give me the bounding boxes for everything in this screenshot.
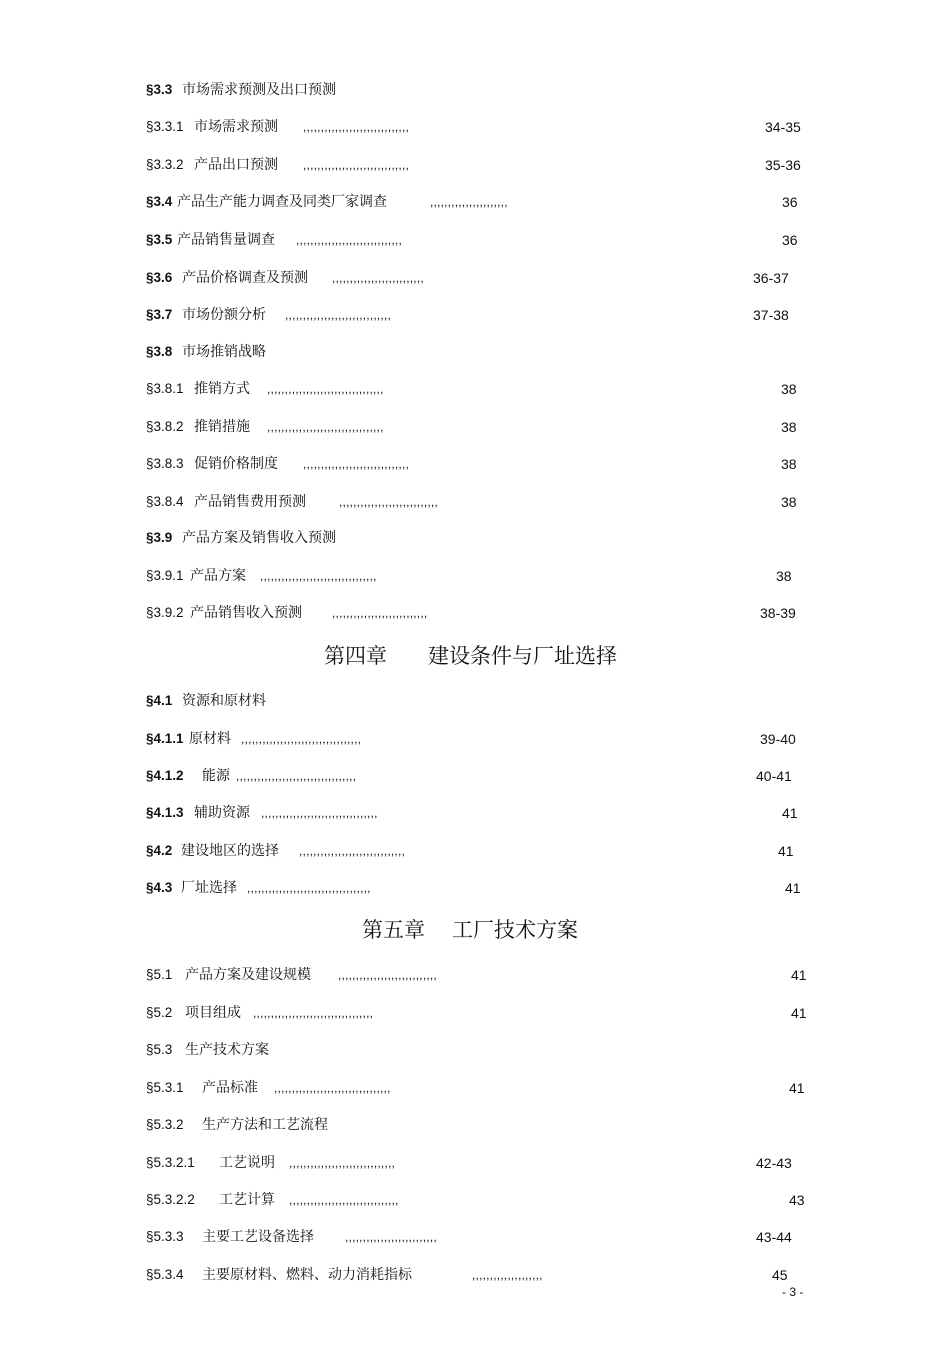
toc-entry-number: §4.3 — [146, 880, 173, 895]
toc-leader-dots: ,,,,,,,,,,,,,,,,,,,,,,,,,,,,,, — [303, 457, 410, 471]
toc-entry-title: 辅助资源 — [194, 805, 250, 821]
toc-entry-title: 市场需求预测及出口预测 — [182, 82, 336, 98]
toc-page-ref: 43-44 — [756, 1229, 792, 1245]
toc-entry-number: §3.5 — [146, 232, 173, 247]
toc-leader-dots: ,,,,,,,,,,,,,,,,,,,,,,,,,,,,,,,,,,, — [247, 881, 371, 895]
toc-entry-title: 资源和原材料 — [182, 693, 266, 709]
toc-page-ref: 41 — [782, 805, 798, 821]
toc-entry-number: §3.6 — [146, 270, 173, 285]
toc-entry-number: §5.3.3 — [146, 1229, 184, 1244]
toc-entry-title: 促销价格制度 — [194, 456, 278, 472]
toc-leader-dots: ,,,,,,,,,,,,,,,,,,,,,,,,,,,,,,,,,, — [253, 1006, 374, 1020]
toc-leader-dots: ,,,,,,,,,,,,,,,,,,,,,,,,,,,,,,, — [289, 1193, 399, 1207]
toc-page-ref: 41 — [791, 1005, 807, 1021]
toc-entry-number: §3.9 — [146, 530, 173, 545]
toc-entry-title: 工艺计算 — [219, 1192, 275, 1208]
toc-page-ref: 41 — [791, 967, 807, 983]
toc-entry-number: §3.3 — [146, 82, 173, 97]
toc-page-ref: 38 — [776, 568, 792, 584]
toc-entry-number: §4.1.1 — [146, 731, 184, 746]
toc-page-ref: 37-38 — [753, 307, 789, 323]
toc-entry-title: 产品销售费用预测 — [194, 494, 306, 510]
toc-leader-dots: ,,,,,,,,,,,,,,,,,,,, — [472, 1268, 543, 1282]
toc-entry-number: §5.3.4 — [146, 1267, 184, 1282]
toc-leader-dots: ,,,,,,,,,,,,,,,,,,,,,,,,,,,,,, — [285, 308, 392, 322]
toc-leader-dots: ,,,,,,,,,,,,,,,,,,,,,,,,,,,,,, — [289, 1156, 396, 1170]
toc-page-ref: 38 — [781, 419, 797, 435]
toc-entry-number: §4.1.3 — [146, 805, 184, 820]
toc-page-ref: 45 — [772, 1267, 788, 1283]
toc-entry-number: §3.8.1 — [146, 381, 184, 396]
toc-entry-number: §3.8.3 — [146, 456, 184, 471]
toc-leader-dots: ,,,,,,,,,,,,,,,,,,,,,,,,,,, — [332, 606, 428, 620]
toc-leader-dots: ,,,,,,,,,,,,,,,,,,,,,,,,,,,,,,,,,, — [241, 732, 362, 746]
toc-entry-title: 产品销售量调查 — [177, 232, 275, 248]
toc-entry-title: 主要原材料、燃料、动力消耗指标 — [202, 1267, 412, 1283]
toc-leader-dots: ,,,,,,,,,,,,,,,,,,,,,,,,,,,,,, — [303, 120, 410, 134]
toc-page-ref: 41 — [789, 1080, 805, 1096]
toc-page-ref: 36 — [782, 194, 798, 210]
toc-entry-title: 产品方案 — [190, 568, 246, 584]
toc-entry-title: 产品生产能力调查及同类厂家调查 — [177, 194, 387, 210]
toc-page-ref: 38 — [781, 494, 797, 510]
toc-page-ref: 36 — [782, 232, 798, 248]
toc-entry-number: §3.9.2 — [146, 605, 184, 620]
toc-entry-number: §5.3.2 — [146, 1117, 184, 1132]
toc-entry-title: 产品方案及销售收入预测 — [182, 530, 336, 546]
toc-entry-title: 推销措施 — [194, 419, 250, 435]
toc-entry-number: §3.9.1 — [146, 568, 184, 583]
toc-leader-dots: ,,,,,,,,,,,,,,,,,,,,,,,,,,,,,, — [296, 233, 403, 247]
toc-entry-title: 产品价格调查及预测 — [182, 270, 308, 286]
toc-entry-number: §3.3.2 — [146, 157, 184, 172]
toc-entry-number: §3.8.4 — [146, 494, 184, 509]
toc-entry-title: 市场推销战略 — [182, 344, 266, 360]
toc-entry-number: §4.1.2 — [146, 768, 184, 783]
toc-entry-number: §5.1 — [146, 967, 173, 982]
toc-page-ref: 38 — [781, 456, 797, 472]
toc-entry-title: 产品出口预测 — [194, 157, 278, 173]
toc-leader-dots: ,,,,,,,,,,,,,,,,,,,,,,,,,, — [332, 271, 424, 285]
toc-entry-number: §4.2 — [146, 843, 173, 858]
chapter-label: 第四章 — [324, 644, 387, 668]
toc-entry-title: 生产技术方案 — [185, 1042, 269, 1058]
toc-entry-number: §5.3.2.1 — [146, 1155, 195, 1170]
toc-entry-title: 建设地区的选择 — [181, 843, 279, 859]
toc-page-ref: 41 — [785, 880, 801, 896]
chapter-label: 第五章 — [362, 918, 425, 942]
toc-entry-number: §5.3.2.2 — [146, 1192, 195, 1207]
toc-page-ref: 38-39 — [760, 605, 796, 621]
toc-entry-number: §3.7 — [146, 307, 173, 322]
toc-page-ref: 41 — [778, 843, 794, 859]
toc-entry-title: 推销方式 — [194, 381, 250, 397]
toc-entry-title: 厂址选择 — [181, 880, 237, 896]
toc-leader-dots: ,,,,,,,,,,,,,,,,,,,,,,,,,,,, — [339, 495, 438, 509]
chapter-title: 建设条件与厂址选择 — [428, 644, 617, 668]
toc-leader-dots: ,,,,,,,,,,,,,,,,,,,,,,,,,,,, — [338, 968, 437, 982]
toc-page-ref: 39-40 — [760, 731, 796, 747]
toc-entry-title: 市场份额分析 — [182, 307, 266, 323]
toc-entry-number: §5.3 — [146, 1042, 173, 1057]
toc-page-ref: 42-43 — [756, 1155, 792, 1171]
page-number: - 3 - — [782, 1285, 804, 1299]
toc-entry-number: §3.4 — [146, 194, 173, 209]
chapter-title: 工厂技术方案 — [452, 918, 578, 942]
toc-leader-dots: ,,,,,,,,,,,,,,,,,,,,,,,,,,,,,,,,,, — [236, 769, 357, 783]
toc-entry-title: 市场需求预测 — [194, 119, 278, 135]
toc-page-ref: 40-41 — [756, 768, 792, 784]
toc-leader-dots: ,,,,,,,,,,,,,,,,,,,,,,,,,,,,,, — [303, 158, 410, 172]
toc-entry-number: §5.3.1 — [146, 1080, 184, 1095]
toc-leader-dots: ,,,,,,,,,,,,,,,,,,,,,,,,,,,,,,,,, — [261, 806, 378, 820]
toc-page-ref: 36-37 — [753, 270, 789, 286]
toc-entry-title: 原材料 — [189, 731, 231, 747]
toc-entry-number: §3.8 — [146, 344, 173, 359]
toc-page-ref: 34-35 — [765, 119, 801, 135]
toc-leader-dots: ,,,,,,,,,,,,,,,,,,,,,,,,,, — [345, 1230, 437, 1244]
toc-entry-title: 产品标准 — [202, 1080, 258, 1096]
toc-entry-number: §5.2 — [146, 1005, 173, 1020]
toc-leader-dots: ,,,,,,,,,,,,,,,,,,,,,,,,,,,,,,,,, — [267, 420, 384, 434]
toc-entry-title: 产品销售收入预测 — [190, 605, 302, 621]
toc-leader-dots: ,,,,,,,,,,,,,,,,,,,,,, — [430, 195, 508, 209]
toc-leader-dots: ,,,,,,,,,,,,,,,,,,,,,,,,,,,,,,,,, — [260, 569, 377, 583]
toc-leader-dots: ,,,,,,,,,,,,,,,,,,,,,,,,,,,,,,,,, — [274, 1081, 391, 1095]
toc-page-ref: 35-36 — [765, 157, 801, 173]
toc-entry-number: §4.1 — [146, 693, 173, 708]
toc-entry-title: 生产方法和工艺流程 — [202, 1117, 328, 1133]
toc-entry-title: 主要工艺设备选择 — [202, 1229, 314, 1245]
toc-entry-number: §3.3.1 — [146, 119, 184, 134]
toc-entry-title: 产品方案及建设规模 — [185, 967, 311, 983]
toc-page-ref: 38 — [781, 381, 797, 397]
toc-page-ref: 43 — [789, 1192, 805, 1208]
toc-leader-dots: ,,,,,,,,,,,,,,,,,,,,,,,,,,,,,, — [299, 844, 406, 858]
toc-entry-title: 能源 — [202, 768, 230, 784]
toc-leader-dots: ,,,,,,,,,,,,,,,,,,,,,,,,,,,,,,,,, — [267, 382, 384, 396]
toc-entry-title: 项目组成 — [185, 1005, 241, 1021]
toc-entry-number: §3.8.2 — [146, 419, 184, 434]
toc-entry-title: 工艺说明 — [219, 1155, 275, 1171]
